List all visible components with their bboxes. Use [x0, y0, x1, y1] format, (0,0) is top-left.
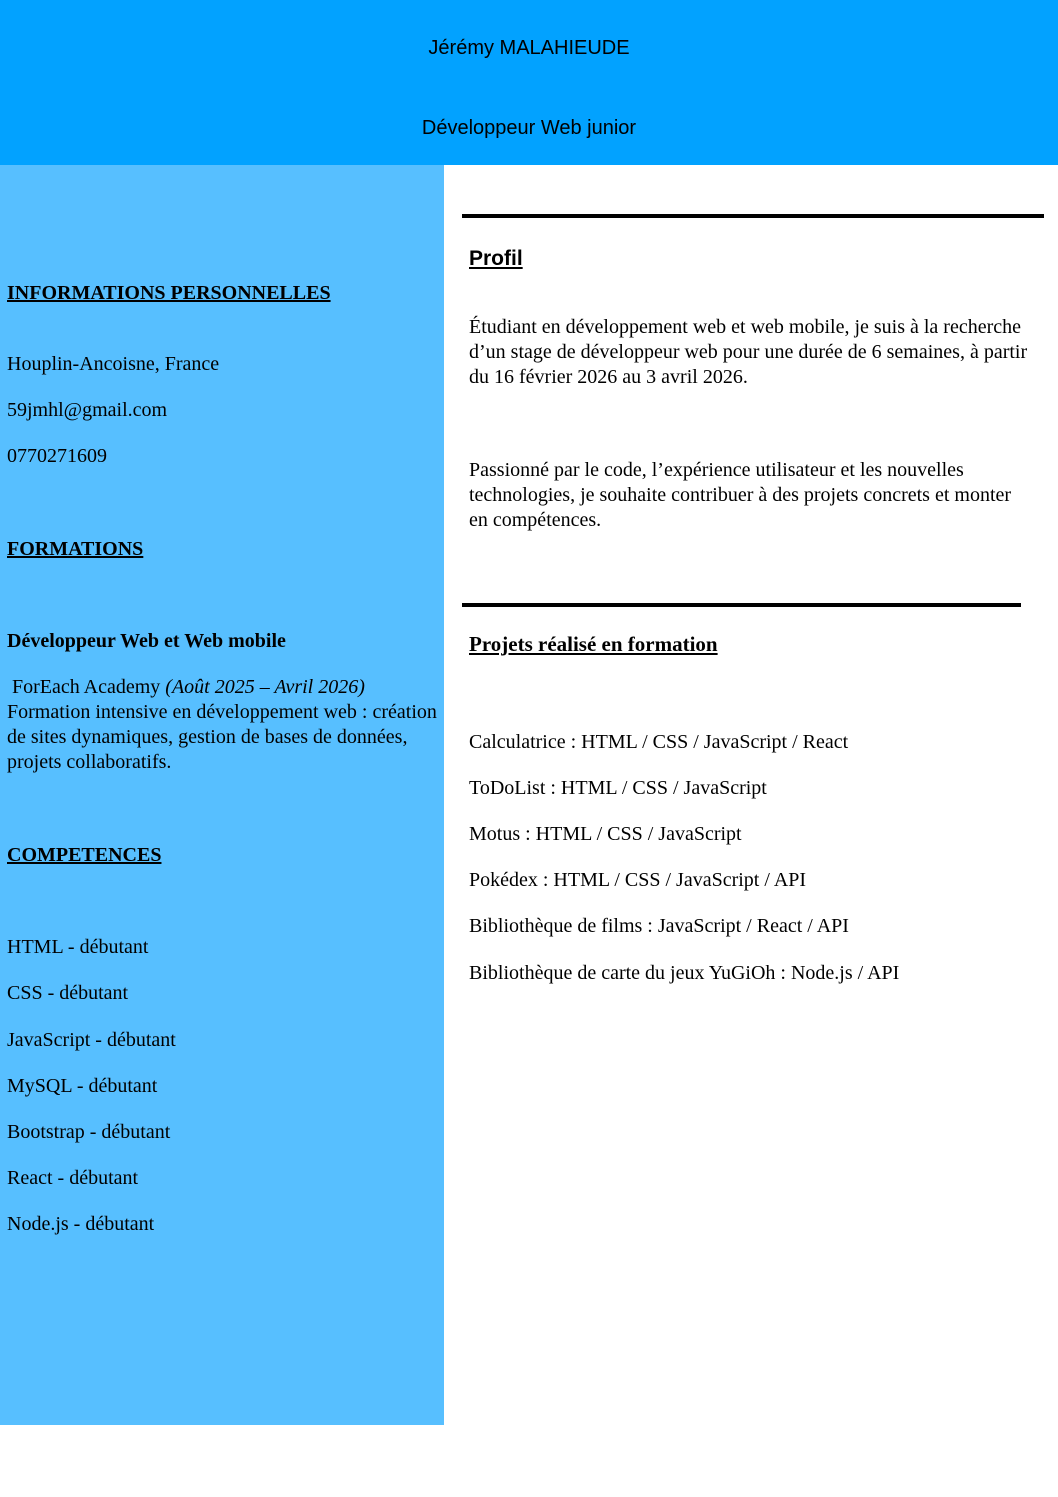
- education-degree: Développeur Web et Web mobile: [7, 630, 286, 652]
- project-item: Motus : HTML / CSS / JavaScript: [469, 823, 742, 845]
- phone: 0770271609: [7, 445, 107, 467]
- education-school-line: [12, 675, 365, 699]
- project-item: Bibliothèque de carte du jeux YuGiOh : Node.js / API: [469, 962, 900, 984]
- skill-item: MySQL - débutant: [7, 1075, 158, 1097]
- profile-title: Profil: [469, 247, 523, 270]
- candidate-name: Jérémy MALAHIEUDE: [428, 37, 630, 59]
- profile-paragraph-1: Étudiant en développement web et web mobile, je suis à la recherche d’un stage de développeur web pour une durée de 6 semaines, à partir du 16 février 2026 au 3 avril 2026.: [469, 316, 1028, 388]
- project-item: Calculatrice : HTML / CSS / JavaScript / React: [469, 731, 849, 753]
- project-item: Pokédex : HTML / CSS / JavaScript / API: [469, 869, 807, 891]
- project-item: ToDoList : HTML / CSS / JavaScript: [469, 777, 767, 799]
- location: Houplin-Ancoisne, France: [7, 353, 220, 375]
- project-item: Bibliothèque de films : JavaScript / React / API: [469, 915, 849, 937]
- skill-item: Bootstrap - débutant: [7, 1121, 171, 1143]
- education-description: Formation intensive en développement web : création de sites dynamiques, gestion de bases de données, projets collaboratifs.: [7, 701, 437, 773]
- projects-title: Projets réalisé en formation: [469, 632, 718, 656]
- personal-info-title: INFORMATIONS PERSONNELLES: [7, 282, 331, 304]
- skill-item: CSS - débutant: [7, 982, 129, 1004]
- job-title: Développeur Web junior: [421, 117, 637, 139]
- skill-item: JavaScript - débutant: [7, 1029, 176, 1051]
- email: 59jmhl@gmail.com: [7, 399, 168, 421]
- profile-divider: [462, 214, 1044, 218]
- skill-item: Node.js - débutant: [7, 1213, 155, 1235]
- skill-item: HTML - débutant: [7, 936, 149, 958]
- skill-item: React - débutant: [7, 1167, 139, 1189]
- education-dates: (Août 2025 – Avril 2026): [165, 676, 365, 698]
- education-school: ForEach Academy: [12, 676, 161, 698]
- education-title: FORMATIONS: [7, 538, 144, 560]
- profile-paragraph-2: Passionné par le code, l’expérience utilisateur et les nouvelles technologies, je souhaite contribuer à des projets concrets et monter en compétences.: [469, 459, 1012, 531]
- skills-title: COMPETENCES: [7, 844, 162, 866]
- header-banner: [0, 0, 1058, 165]
- projects-divider: [462, 603, 1021, 607]
